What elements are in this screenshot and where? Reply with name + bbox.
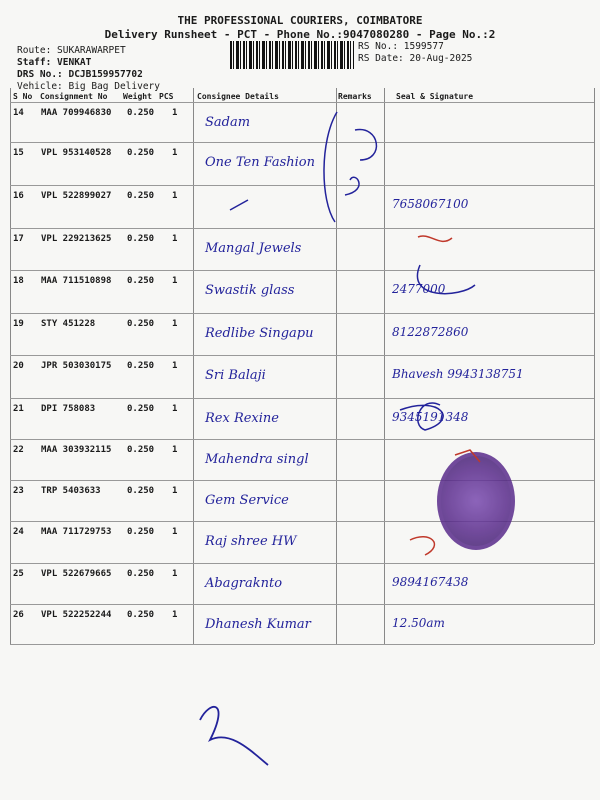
row-weight: 0.250 — [127, 486, 155, 496]
row-weight: 0.250 — [127, 527, 155, 537]
row-weight: 0.250 — [127, 445, 155, 455]
row-weight: 0.250 — [127, 610, 155, 620]
rs-no-label: RS No.: 1599577 — [358, 41, 444, 52]
row-seal-signature: 8122872860 — [392, 325, 469, 339]
row-pcs: 1 — [172, 404, 178, 414]
col-header-weight: Weight — [123, 92, 152, 101]
row-sno: 18 — [13, 276, 24, 286]
row-consignee-handwritten: Rex Rexine — [205, 411, 279, 426]
row-consignee-handwritten: Redlibe Singapu — [205, 326, 314, 341]
row-pcs: 1 — [172, 361, 178, 371]
row-pcs: 1 — [172, 276, 178, 286]
row-consignee-handwritten: One Ten Fashion — [205, 155, 316, 170]
col-header-pcs: PCS — [159, 92, 174, 101]
row-sno: 23 — [13, 486, 24, 496]
row-seal-signature: 7658067100 — [392, 197, 469, 211]
row-consignee-handwritten: Gem Service — [205, 493, 289, 508]
row-seal-signature: 9894167438 — [392, 575, 469, 589]
row-pcs: 1 — [172, 527, 178, 537]
row-consignee-handwritten: Swastik glass — [205, 283, 295, 298]
row-weight: 0.250 — [127, 234, 155, 244]
row-consignment-no: MAA 711510898 — [41, 276, 112, 286]
row-weight: 0.250 — [127, 276, 155, 286]
row-consignee-handwritten: Dhanesh Kumar — [205, 617, 311, 632]
row-weight: 0.250 — [127, 319, 155, 329]
row-consignment-no: VPL 229213625 — [41, 234, 112, 244]
row-consignment-no: TRP 5403633 — [41, 486, 101, 496]
row-seal-signature: 9345191348 — [392, 410, 469, 424]
document-subtitle: Delivery Runsheet - PCT - Phone No.:9047080280 - Page No.:2 — [104, 28, 496, 41]
row-consignment-no: VPL 522899027 — [41, 191, 112, 201]
row-sno: 24 — [13, 527, 24, 537]
row-weight: 0.250 — [127, 108, 155, 118]
row-consignee-handwritten: Abagraknto — [205, 576, 283, 591]
row-sno: 14 — [13, 108, 24, 118]
row-pcs: 1 — [172, 234, 178, 244]
row-weight: 0.250 — [127, 569, 155, 579]
row-sno: 16 — [13, 191, 24, 201]
row-consignment-no: MAA 711729753 — [41, 527, 112, 537]
document-title: THE PROFESSIONAL COURIERS, COIMBATORE — [177, 14, 423, 27]
row-consignment-no: VPL 953140528 — [41, 148, 112, 158]
staff-label: Staff: VENKAT — [17, 57, 92, 68]
row-weight: 0.250 — [127, 148, 155, 158]
row-consignee-handwritten: Mangal Jewels — [205, 241, 302, 256]
row-consignee-handwritten: Mahendra singl — [205, 452, 309, 467]
row-consignment-no: MAA 709946830 — [41, 108, 112, 118]
row-consignee-handwritten: Sadam — [205, 115, 251, 130]
row-pcs: 1 — [172, 319, 178, 329]
row-pcs: 1 — [172, 610, 178, 620]
row-sno: 21 — [13, 404, 24, 414]
row-pcs: 1 — [172, 108, 178, 118]
col-header-remarks: Remarks — [338, 92, 372, 101]
row-pcs: 1 — [172, 569, 178, 579]
row-sno: 26 — [13, 610, 24, 620]
row-consignee-handwritten: Raj shree HW — [205, 534, 297, 549]
row-sno: 19 — [13, 319, 24, 329]
row-pcs: 1 — [172, 191, 178, 201]
row-consignment-no: VPL 522252244 — [41, 610, 112, 620]
row-consignment-no: JPR 503030175 — [41, 361, 112, 371]
row-sno: 25 — [13, 569, 24, 579]
row-sno: 17 — [13, 234, 24, 244]
col-header-consignment: Consignment No — [40, 92, 108, 101]
col-header-sno: S No — [13, 92, 33, 101]
row-sno: 15 — [13, 148, 24, 158]
col-header-consignee: Consignee Details — [197, 92, 279, 101]
row-seal-signature: 2477000 — [392, 282, 446, 296]
row-consignment-no: VPL 522679665 — [41, 569, 112, 579]
drs-label: DRS No.: DCJB159957702 — [17, 69, 143, 80]
row-sno: 22 — [13, 445, 24, 455]
row-sno: 20 — [13, 361, 24, 371]
row-consignment-no: DPI 758083 — [41, 404, 96, 414]
row-seal-signature: 12.50am — [392, 616, 445, 630]
row-pcs: 1 — [172, 148, 178, 158]
row-weight: 0.250 — [127, 361, 155, 371]
row-pcs: 1 — [172, 445, 178, 455]
row-weight: 0.250 — [127, 191, 155, 201]
rs-date-label: RS Date: 20-Aug-2025 — [358, 53, 473, 64]
route-label: Route: SUKARAWARPET — [17, 45, 126, 56]
row-pcs: 1 — [172, 486, 178, 496]
row-consignee-handwritten: Sri Balaji — [205, 368, 266, 383]
row-consignment-no: STY 451228 — [41, 319, 96, 329]
row-seal-signature: Bhavesh 9943138751 — [392, 367, 524, 381]
row-consignment-no: MAA 303932115 — [41, 445, 112, 455]
row-weight: 0.250 — [127, 404, 155, 414]
vehicle-label: Vehicle: Big Bag Delivery — [17, 81, 160, 92]
col-header-seal: Seal & Signature — [396, 92, 474, 101]
